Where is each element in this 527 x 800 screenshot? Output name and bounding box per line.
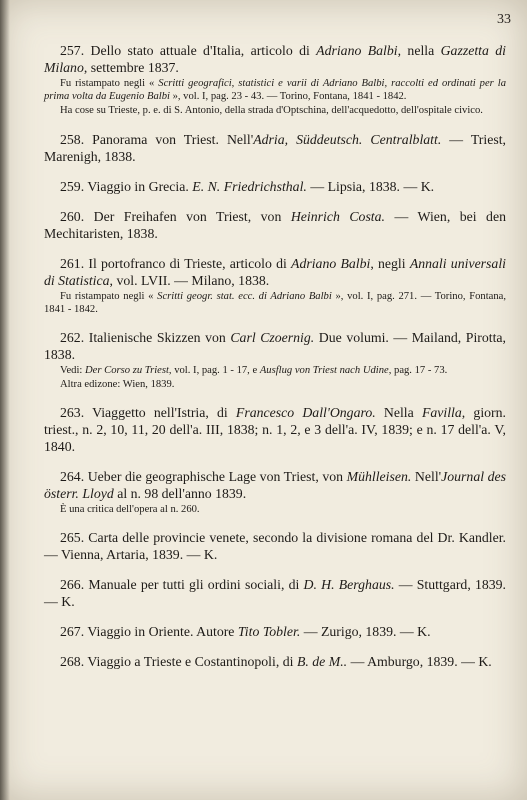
entry-number: 259.: [60, 179, 85, 194]
entry-text: 263. Viaggetto nell'Istria, di Francesco Dall'Ongaro. Nella Favilla, giorn. triest., n. 2, 10, 11, 20 dell'a. III, 1838; n. 1, 2, e 3 dell'a. IV, 1839; e n. 17 dell'a. V, 1840.: [44, 405, 506, 454]
entry-publication: Journal des österr. Lloyd: [44, 469, 506, 501]
entry-number: 260.: [60, 209, 85, 224]
entry-text: 266. Manuale per tutti gli ordini sociali, di D. H. Berghaus. — Stuttgard, 1839. — K.: [44, 577, 507, 609]
entry-text: 258. Panorama von Triest. Nell'Adria, Süddeutsch. Centralblatt. — Triest, Marenigh, 1838.: [44, 132, 507, 164]
entry-267: [44, 623, 506, 640]
entry-note: Ha cose su Trieste, p. e. di S. Antonio, della strada d'Optschina, dell'acquedotto, dell'ospitale civico.: [60, 105, 483, 116]
entry-number: 267.: [60, 624, 85, 639]
entry-publication: Adria, Süddeutsch. Centralblatt.: [253, 132, 442, 147]
entry-number: 258.: [60, 132, 85, 147]
entry-259: [44, 178, 506, 195]
entry-note: Altra edizone: Wien, 1839.: [60, 379, 175, 390]
entry-text: 265. Carta delle provincie venete, secondo la divisione romana del Dr. Kandler. — Vienna, Artaria, 1839. — K.: [44, 530, 506, 562]
entry-number: 265.: [60, 530, 85, 545]
entry-author: Mühlleisen.: [346, 469, 412, 484]
bibliography-list: [44, 42, 506, 683]
entry-author: Carl Czoernig.: [230, 330, 315, 345]
entry-261: [44, 255, 506, 316]
entry-258: [44, 131, 506, 165]
entry-note: Fu ristampato negli « Scritti geografici, statistici e varii di Adriano Balbi, raccolti ed ordinati per la prima volta da Eugenio Balbi », vol. I, pag. 23 - 43. — Torino, Fontana, 1841 - 1842.: [44, 78, 506, 102]
entry-author: E. N. Friedrichsthal.: [192, 179, 307, 194]
entry-text: 264. Ueber die geographische Lage von Triest, von Mühlleisen. Nell'Journal des österr. Lloyd al n. 98 dell'anno 1839.: [44, 469, 506, 501]
page-binding-shadow: [0, 0, 10, 800]
page-number: 33: [497, 12, 511, 27]
entry-260: [44, 208, 506, 242]
entry-text: 261. Il portofranco di Trieste, articolo di Adriano Balbi, negli Annali universali di Statistica, vol. LVII. — Milano, 1838.: [44, 256, 506, 288]
entry-number: 266.: [60, 577, 85, 592]
entry-264: [44, 468, 506, 516]
entry-author: Tito Tobler.: [237, 624, 301, 639]
entry-text: 262. Italienische Skizzen von Carl Czoernig. Due volumi. — Mailand, Pirotta, 1838.: [44, 330, 507, 362]
entry-text: 259. Viaggio in Grecia. E. N. Friedrichsthal. — Lipsia, 1838. — K.: [60, 179, 435, 194]
entry-author: Francesco Dall'Ongaro.: [235, 405, 376, 420]
entry-publication: Favilla: [421, 405, 462, 420]
entry-author: D. H. Berghaus.: [303, 577, 395, 592]
entry-author: Heinrich Costa.: [290, 209, 385, 224]
entry-note: È una critica dell'opera al n. 260.: [60, 504, 200, 515]
entry-author: Adriano Balbi: [316, 43, 398, 58]
entry-author: B. de M..: [296, 654, 348, 669]
entry-publication: Gazzetta di Milano: [44, 43, 506, 75]
entry-text: 257. Dello stato attuale d'Italia, articolo di Adriano Balbi, nella Gazzetta di Milano, settembre 1837.: [44, 43, 506, 75]
entry-266: [44, 576, 506, 610]
entry-number: 257.: [60, 43, 85, 58]
entry-number: 263.: [60, 405, 85, 420]
entry-265: [44, 529, 506, 563]
entry-number: 261.: [60, 256, 85, 271]
entry-author: Adriano Balbi: [291, 256, 371, 271]
entry-number: 268.: [60, 654, 85, 669]
entry-263: [44, 404, 506, 455]
entry-text: 268. Viaggio a Trieste e Costantinopoli, di B. de M.. — Amburgo, 1839. — K.: [60, 654, 492, 669]
entry-note: Fu ristampato negli « Scritti geogr. stat. ecc. di Adriano Balbi », vol. I, pag. 271. — Torino, Fontana, 1841 - 1842.: [44, 291, 506, 315]
entry-note: Vedi: Der Corso zu Triest, vol. I, pag. 1 - 17, e Ausflug von Triest nach Udine, pag. 17 - 73.: [60, 365, 448, 376]
entry-number: 262.: [60, 330, 85, 345]
entry-text: 267. Viaggio in Oriente. Autore Tito Tobler. — Zurigo, 1839. — K.: [60, 624, 431, 639]
entry-text: 260. Der Freihafen von Triest, von Heinrich Costa. — Wien, bei den Mechitaristen, 1838.: [44, 209, 506, 241]
entry-262: [44, 329, 506, 391]
entry-number: 264.: [60, 469, 85, 484]
entry-publication: Annali universali di Statistica: [44, 256, 506, 288]
entry-257: [44, 42, 506, 117]
entry-268: [44, 653, 506, 670]
